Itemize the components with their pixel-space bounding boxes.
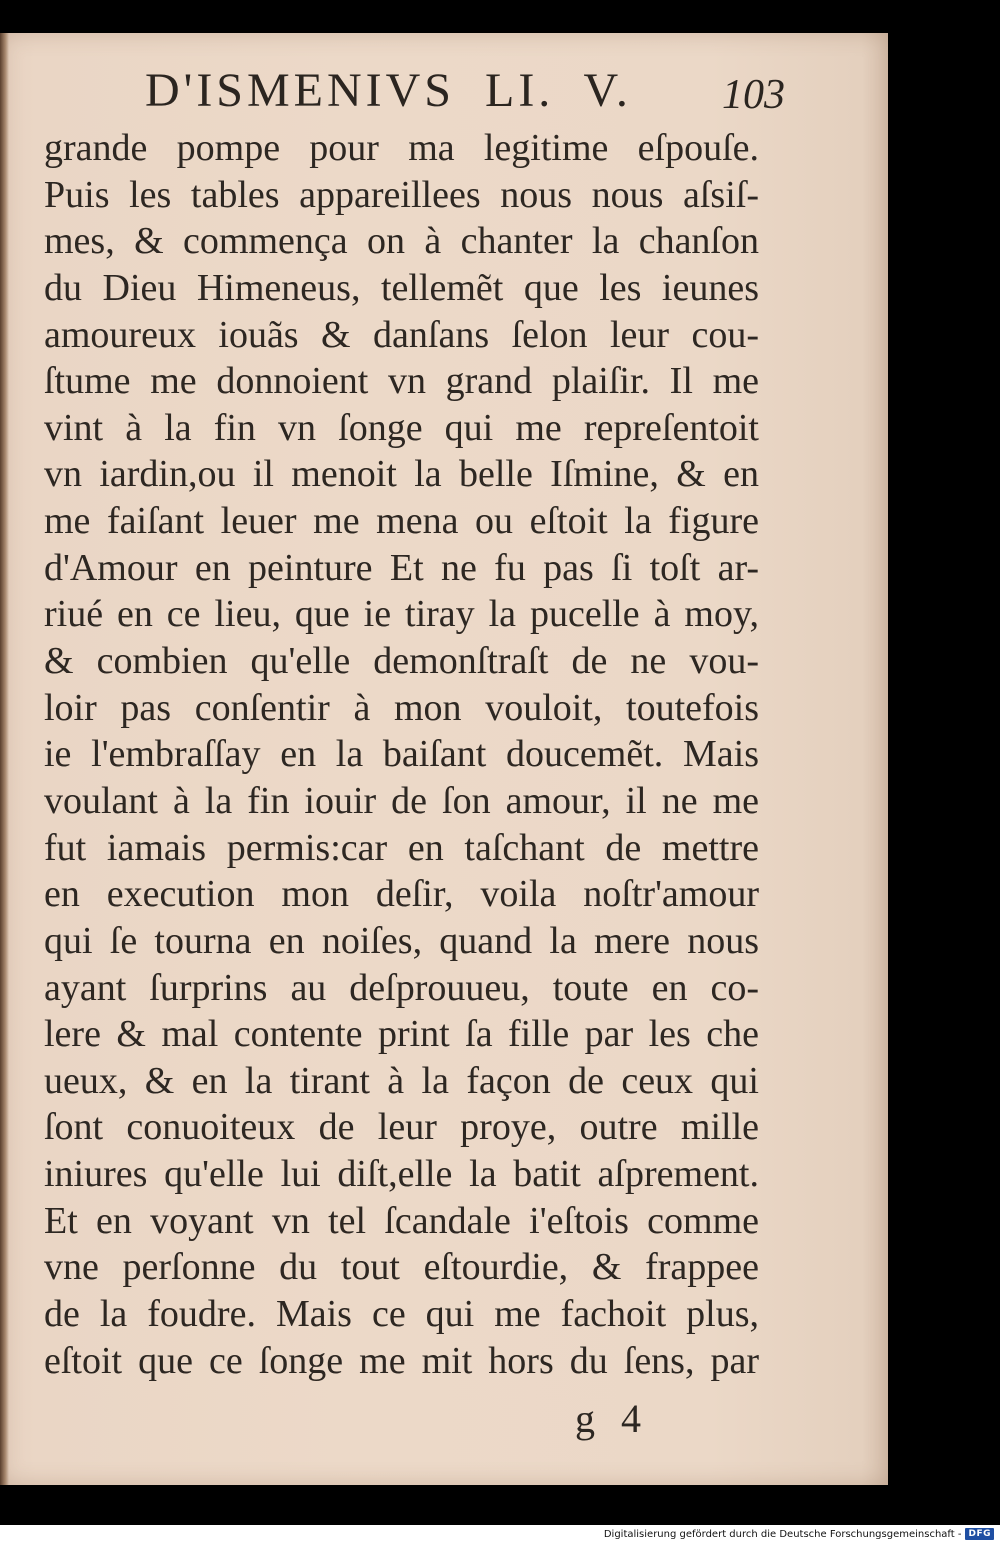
text-line: vne perſonne du tout eſtourdie, & frappee [44, 1246, 759, 1289]
text-line: ayant ſurprins au deſprouueu, toute en co- [44, 966, 759, 1009]
text-line: mes, & commença on à chanter la chanſon [44, 220, 759, 263]
text-line: lere & mal contente print ſa fille par les che [44, 1013, 759, 1056]
running-head [145, 57, 785, 127]
funding-credit [604, 1528, 994, 1540]
text-line: ſont conuoiteux de leur proye, outre mille [44, 1106, 759, 1149]
text-line: fut iamais permis:car en taſchant de mettre [44, 826, 759, 869]
signature-mark: g 4 [575, 1396, 641, 1441]
text-line: amoureux iouãs & danſans ſelon leur cou- [44, 313, 759, 356]
text-line: de la foudre. Mais ce qui me fachoit plus, [44, 1293, 759, 1336]
running-head-title: D'ISMENIVS LI. V. [145, 64, 632, 117]
text-line: en execution mon deſir, voila noſtr'amour [44, 873, 759, 916]
text-line: Et en voyant vn tel ſcandale i'eſtois comme [44, 1199, 759, 1242]
page-number: 103 [722, 72, 785, 118]
text-line: loir pas conſentir à mon vouloit, toutefois [44, 686, 759, 729]
text-line: & combien qu'elle demonſtraſt de ne vou- [44, 640, 759, 683]
text-line: eſtoit que ce ſonge me mit hors du ſens, par [44, 1339, 759, 1382]
text-line: Puis les tables appareillees nous nous aſsiſ- [44, 173, 759, 216]
text-line: ie l'embraſſay en la baiſant doucemẽt. Mais [44, 733, 759, 776]
page-gutter-edge [0, 33, 9, 1485]
text-line: riué en ce lieu, que ie tiray la pucelle à moy, [44, 593, 759, 636]
text-line: du Dieu Himeneus, tellemẽt que les ieunes [44, 266, 759, 309]
text-line: d'Amour en peinture Et ne fu pas ſi toſt ar- [44, 546, 759, 589]
text-line: ſtume me donnoient vn grand plaiſir. Il me [44, 360, 759, 403]
credit-text: Digitalisierung gefördert durch die Deutsche Forschungsgemeinschaft - [603, 1528, 962, 1540]
dfg-logo: DFG [965, 1528, 994, 1540]
body-text [44, 125, 759, 1384]
text-line: qui ſe tourna en noiſes, quand la mere nous [44, 919, 759, 962]
text-line: vint à la fin vn ſonge qui me repreſentoit [44, 406, 759, 449]
book-page [0, 33, 888, 1485]
text-line: ueux, & en la tirant à la façon de ceux qui [44, 1059, 759, 1102]
text-line: grande pompe pour ma legitime eſpouſe. [44, 127, 759, 169]
text-line: voulant à la fin iouir de ſon amour, il ne me [44, 779, 759, 822]
text-line: me faiſant leuer me mena ou eſtoit la figure [44, 500, 759, 543]
text-line: iniures qu'elle lui diſt,elle la batit aſprement. [44, 1153, 759, 1196]
text-line: vn iardin,ou il menoit la belle Iſmine, & en [44, 453, 759, 496]
